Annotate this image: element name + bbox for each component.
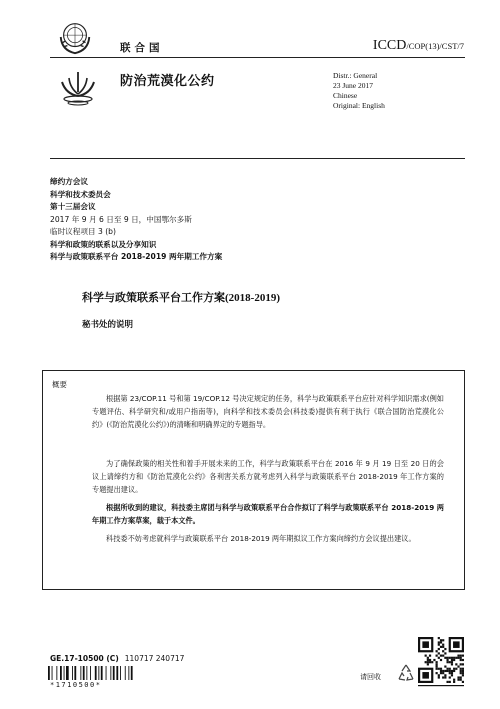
header-rule <box>50 57 465 58</box>
summary-label: 概要 <box>52 380 67 389</box>
summary-paragraph: 为了确保政策的相关性和着手开展未来的工作，科学与政策联系平台在 2016 年 9 月 19 日至 20 日的会议上请缔约方和《防治荒漠化公约》各利害关系方就考虑列入科学与政策联系平台 2018-2019 年工作方案的专题提出建议。 <box>92 459 444 494</box>
footer-doc-code <box>50 654 184 663</box>
title-years: (2018-2019) <box>225 292 280 304</box>
barcode-text: *1710500* <box>50 681 102 689</box>
title-main: 科学与政策联系平台工作方案 <box>82 291 225 304</box>
distr-line: Original: English <box>333 101 385 110</box>
distribution-info <box>333 71 385 111</box>
doc-code: GE.17-10500 (C) <box>50 654 119 663</box>
agenda-topic: 科学和政策的联系以及分享知识 <box>50 239 157 249</box>
meeting-dates-place: 2017 年 9 月 6 日至 9 日，中国鄂尔多斯 <box>50 214 192 224</box>
distr-line: Chinese <box>333 91 358 100</box>
summary-paragraph: 根据第 23/COP.11 号和第 19/COP.12 号决定规定的任务，科学与政策联系平台应针对科学知识需求(例如专题评估、科学研究和/或用户指南等)，向科学和技术委员会(科技委)提供有利于执行《联合国防治荒漠化公约》(《防治荒漠化公约》)的清晰和明确界定的专题指导。 <box>92 394 444 429</box>
qr-code-icon <box>418 637 464 689</box>
distr-line: 23 June 2017 <box>333 81 373 90</box>
recycle-icon <box>395 662 417 684</box>
org-name: 联合国 <box>120 42 164 54</box>
barcode-icon <box>48 666 160 680</box>
un-emblem-icon <box>56 18 94 56</box>
convention-name: 防治荒漠化公约 <box>120 74 215 89</box>
document-title <box>82 289 280 305</box>
symbol-suffix: /COP(13)/CST/7 <box>406 41 464 51</box>
summary-paragraph: 科技委不妨考虑就科学与政策联系平台 2018-2019 两年期拟议工作方案向缔约方会议提出建议。 <box>106 534 416 543</box>
agenda-subtopic: 科学与政策联系平台 2018-2019 两年期工作方案 <box>50 252 223 261</box>
document-subtitle: 秘书处的说明 <box>82 320 134 330</box>
meeting-committee: 科学和技术委员会 <box>50 189 111 199</box>
meeting-body: 缔约方会议 <box>50 177 88 186</box>
agenda-item: 临时议程项目 3 (b) <box>50 227 116 236</box>
doc-numbers: 110717 240717 <box>124 654 185 663</box>
summary-paragraph: 根据所收到的建议，科技委主席团与科学与政策联系平台合作拟订了科学与政策联系平台 2018-2019 两年期工作方案草案，载于本文件。 <box>92 503 444 525</box>
section-rule <box>50 158 465 159</box>
unccd-logo-icon <box>56 66 100 106</box>
recycle-label: 请回收 <box>360 673 381 681</box>
meeting-info <box>50 176 222 264</box>
symbol-main: ICCD <box>372 38 407 53</box>
meeting-session: 第十三届会议 <box>50 202 96 211</box>
document-symbol <box>373 38 464 54</box>
distr-line: Distr.: General <box>333 71 378 80</box>
